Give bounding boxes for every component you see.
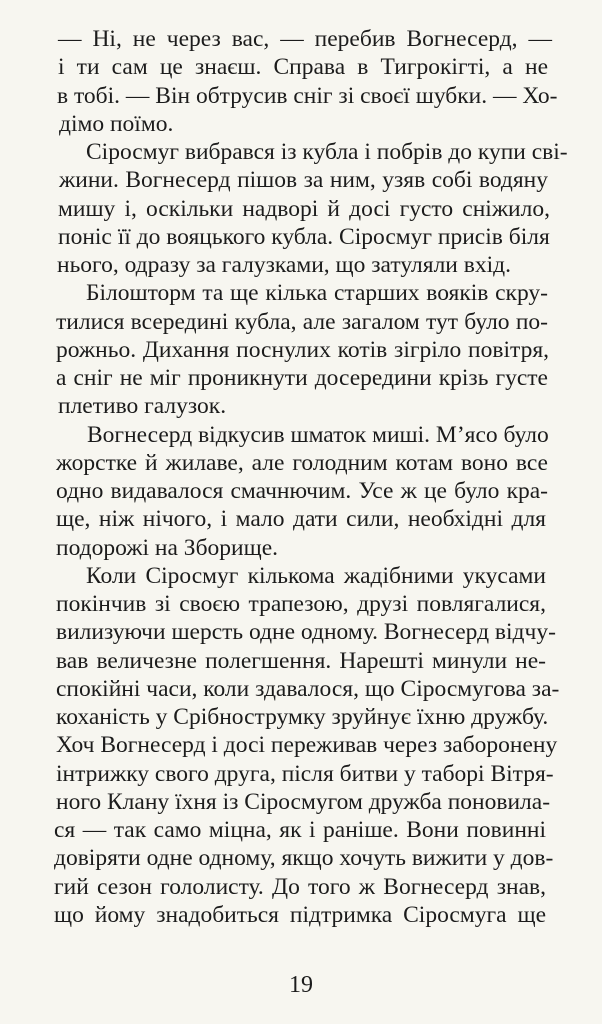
text-line: жорстке й жилаве, але голодним котам воно все [56, 449, 548, 476]
text-line: поніс її до вояцького кубла. Сіросмуг присів біля [58, 223, 550, 250]
text-line: нього, одразу за галузками, що затуляли вхід. [57, 252, 511, 278]
text-line: ного Клану їхня із Сіросмугом дружба поновила- [56, 788, 551, 815]
text-line: довіряти одне одному, якщо хочуть вижити у дов- [54, 845, 554, 872]
text-line: рожньо. Дихання поснулих котів зігріло повітря, [56, 336, 549, 363]
text-line: вилизуючи шерсть одне одному. Вогнесерд відчу- [56, 619, 556, 646]
text-line: Хоч Вогнесерд і досі переживав через заборонену [56, 732, 558, 759]
text-line: плетиво галузок. [58, 393, 227, 420]
text-line: спокійні часи, коли здавалося, що Сіросмугова за- [56, 675, 560, 702]
text-line: в тобі. — Він обтрусив сніг зі своєї шубки. — Хо- [57, 82, 558, 109]
text-line: — Ні, не через вас, — перебив Вогнесерд, — [58, 26, 552, 52]
text-line: Білошторм та ще кілька старших вояків скру- [86, 280, 548, 307]
text-line: і ти сам це знаєш. Справа в Тигрокігті, а не [58, 54, 548, 81]
text-line: вав величезне полегшення. Нарешті минули не- [56, 647, 546, 674]
text-line: інтрижку свого друга, після битви у таборі Вітря- [56, 760, 554, 787]
text-line: одно видавалося смачнючим. Усе ж це було кра- [56, 478, 548, 504]
text-line: Сіросмуг вибрався із кубла і побрів до купи сві- [86, 139, 568, 165]
text-line: ще, ніж нічого, і мало дати сили, необхідні для [56, 506, 546, 533]
page-number: 19 [289, 972, 313, 998]
text-line: тилися всередині кубла, але загалом тут було по- [56, 308, 548, 335]
text-line: мишу і, оскільки надворі й досі густо сніжило, [58, 195, 550, 222]
text-line: покінчив зі своєю трапезою, друзі повлягалися, [56, 591, 546, 617]
text-line: гий сезон гололисту. До того ж Вогнесерд знав, [54, 873, 546, 900]
text-line: ся — так само міцна, як і раніше. Вони повинні [54, 817, 546, 843]
text-line: Коли Сіросмуг кількома жадібними укусами [86, 562, 546, 589]
text-line: а сніг не міг проникнути досередини крізь густе [56, 365, 548, 391]
text-line: дімо поїмо. [59, 110, 174, 137]
text-line: коханість у Срібнострумку зруйнує їхню дружбу. [56, 704, 549, 730]
text-line: жини. Вогнесерд пішов за ним, узяв собі водяну [59, 167, 548, 194]
text-line: подорожі на Зборище. [56, 534, 278, 561]
text-line: що йому знадобиться підтримка Сіросмуга ще [54, 901, 546, 928]
text-line: Вогнесерд відкусив шматок миші. М’ясо було [87, 421, 549, 448]
